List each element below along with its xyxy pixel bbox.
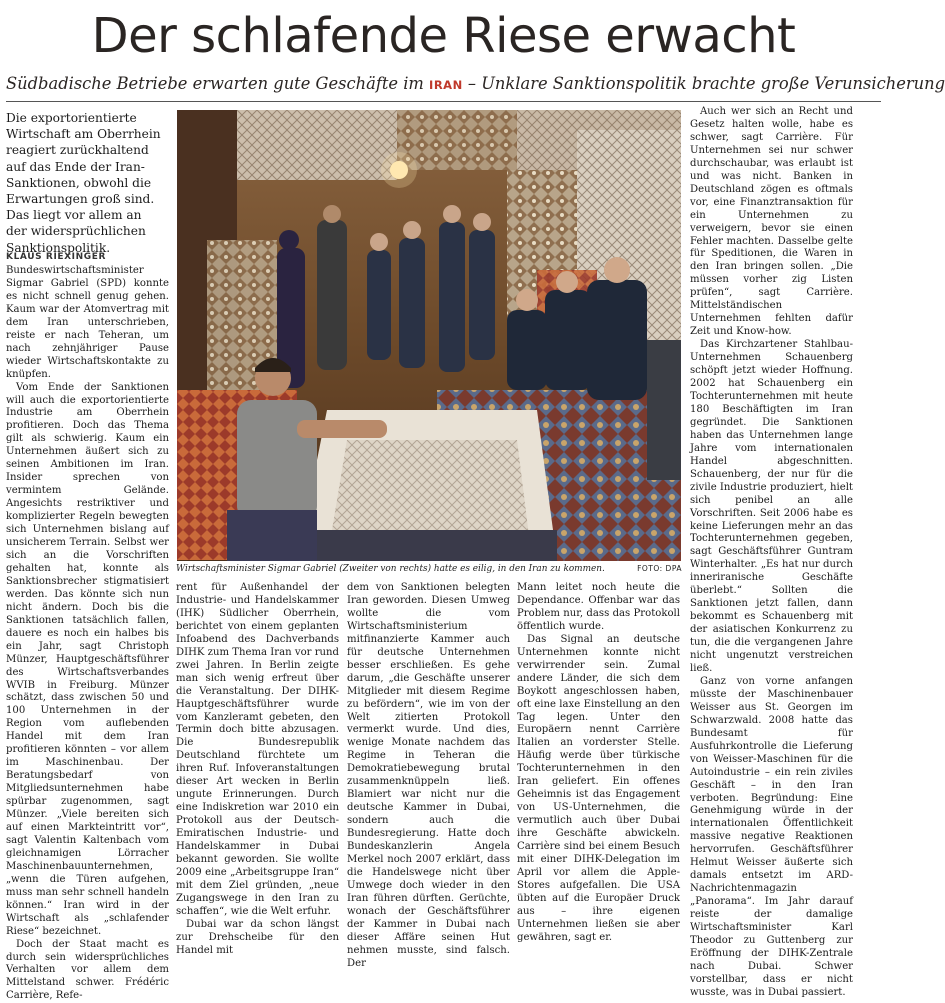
photo-gabriel-in-carpet-shop bbox=[177, 110, 681, 561]
paragraph: Auch wer sich an Recht und Gesetz halten wolle, habe es schwer, sagt Carrière. Für Unternehmen sei nur schwer durchschaubar, was erlaubt ist und was nicht. Banken in Deutschland zögen es oftmals vor, eine Finanztransaktion für ein Unternehmen zu verweigern, bevor sie einen Fehler machten. Dasselbe gelte für Speditionen, die Waren in den Iran bringen sollen. „Die müssen vorher zig Listen prüfen“, sagt Carrière. Mittelständischen Unternehmen fehlten dafür Zeit und Know-how. bbox=[690, 106, 853, 338]
paragraph: Mann leitet noch heute die Dependance. Offenbar war das Problem nur, dass das Protokoll öffentlich wurde. bbox=[517, 582, 680, 632]
paragraph: Das Signal an deutsche Unternehmen konnte nicht verwirrender sein. Zumal andere Länder, die sich dem Boykott angeschlossen haben, oft eine laxe Einstellung an den Tag legen. Unter den Europäern nennt Carrière Italien an vorderster Stelle. Häufig werde über türkische Tochterunternehmen in den Iran geliefert. Ein offenes Geheimnis ist das Engagement von US-Unternehmen, die vermutlich auch über Dubai ihre Geschäfte abwickeln. Carrière sind bei einem Besuch mit einer DIHK-Delegation im April vor allem die Apple-Stores aufgefallen. Die USA übten auf die Europäer Druck aus – ihre eigenen Unternehmen ließen sie aber gewähren, sagt er. bbox=[517, 633, 680, 943]
paragraph: rent für Außenhandel der Industrie- und Handelskammer (IHK) Südlicher Oberrhein, berichtet von einem geplanten Infoabend des Dachverbands DIHK zum Thema Iran vor rund zwei Jahren. In Berlin zeigte man sich wenig erfreut über die Veranstaltung. Der DIHK-Hauptgeschäftsführer wurde vom Kanzleramt gebeten, den Termin doch bitte abzusagen. Die Bundesrepublik Deutschland fürchtete um ihren Ruf. Infoveranstaltungen dieser Art wecken in Berlin ungute Erinnerungen. Durch eine Indiskretion war 2010 ein Protokoll aus der Deutsch-Emiratischen Industrie- und Handelskammer in Dubai bekannt geworden. Sie wollte 2009 eine „Arbeitsgruppe Iran“ mit dem Ziel gründen, „neue Zugangswege in den Iran zu schaffen“, wie die Welt erfuhr. bbox=[176, 582, 339, 917]
column-1 bbox=[6, 265, 169, 1003]
header-rule bbox=[6, 101, 881, 102]
subhead-text-after: – Unklare Sanktionspolitik brachte große Verunsicherung bbox=[462, 74, 945, 93]
subhead-keyword: IRAN bbox=[429, 78, 463, 92]
column-2 bbox=[176, 582, 339, 958]
subhead-text-before: Südbadische Betriebe erwarten gute Geschäfte im bbox=[6, 74, 430, 93]
paragraph: Vom Ende der Sanktionen will auch die exportorientierte Industrie am Oberrhein profitieren. Doch das Thema gilt als schwierig. Kaum ein Unternehmen äußert sich zu seinen Ambitionen im Iran. Insider sprechen von vermintem Gelände. Angesichts restriktiver und komplizierter Regeln bewegten sich Unternehmen bislang auf unsicherem Terrain. Selbst wer sich an die Vorschriften gehalten hat, konnte als Sanktionsbrecher stigmatisiert werden. Das könnte sich nun nicht ändern. Doch bis die Sanktionen tatsächlich fallen, dauere es noch ein halbes bis ein Jahr, sagt Christoph Münzer, Hauptgeschäftsführer des Wirtschaftsverbandes WVIB in Freiburg. Münzer schätzt, dass zwischen 50 und 100 Unternehmen in der Region vom auflebenden Handel mit dem Iran profitieren könnten – vor allem im Maschinenbau. Der Beratungsbedarf von Mitgliedsunternehmen habe spürbar zugenommen, sagt Münzer. „Viele bereiten sich auf einen Markteintritt vor“, sagt Valentin Kaltenbach vom gleichnamigen Lörracher Maschinenbauunternehmen, „wenn die Türen aufgehen, muss man sehr schnell handeln können.“ Iran wird in der Wirtschaft als „schlafender Riese“ bezeichnet. bbox=[6, 381, 169, 937]
photo-credit: FOTO: DPA bbox=[637, 564, 682, 573]
headline: Der schlafende Riese erwacht bbox=[91, 8, 796, 64]
column-3 bbox=[347, 582, 510, 971]
subheadline bbox=[6, 72, 945, 96]
photo-caption bbox=[176, 563, 682, 575]
column-5 bbox=[690, 106, 853, 1000]
caption-text: Wirtschaftsminister Sigmar Gabriel (Zweiter von rechts) hatte es eilig, in den Iran zu kommen. bbox=[176, 564, 605, 574]
teaser: Die exportorientierte Wirtschaft am Oberrhein reagiert zurückhaltend auf das Ende der Iran-Sanktionen, obwohl die Erwartungen groß sind. Das liegt vor allem an der widersprüchlichen Sanktionspolitik. bbox=[6, 111, 161, 255]
paragraph: Dubai war da schon längst zur Drehscheibe für den Handel mit bbox=[176, 918, 339, 956]
paragraph: dem von Sanktionen belegten Iran geworden. Diesen Umweg wollte die vom Wirtschaftsministerium mitfinanzierte Kammer auch für deutsche Unternehmen besser erschließen. Es gehe darum, „die Geschäfte unserer Mitglieder mit diesem Regime zu befördern“, wie im von der Welt zitierten Protokoll vermerkt wurde. Und dies, wenige Monate nachdem das Regime in Teheran die Demokratiebewegung brutal zusammenknüppeln ließ. Blamiert war nicht nur die deutsche Kammer in Dubai, sondern auch die Bundesregierung. Hatte doch Bundeskanzlerin Angela Merkel noch 2007 erklärt, dass die Handelswege nicht über Umwege doch wieder in den Iran führen dürften. Gerüchte, wonach der Geschäftsführer der Kammer in Dubai nach dieser Affäre seinen Hut nehmen musste, sind falsch. Der bbox=[347, 582, 510, 969]
paragraph: Das Kirchzartener Stahlbau-Unternehmen Schauenberg schöpft jetzt wieder Hoffnung. 2002 hat Schauenberg ein Tochterunternehmen mit heute 180 Beschäftigten im Iran gegründet. Die Sanktionen haben das Unternehmen lange Jahre vom internationalen Handel abgeschnitten. Schauenberg, der nur für die zivile Industrie produziert, hielt sich penibel an alle Vorschriften. Seit 2006 habe es keine Lieferungen mehr an das Tochterunternehmen gegeben, sagt Geschäftsführer Guntram Winterhalter. „Es hat nur durch inneriranische Geschäfte überlebt.“ Sollten die Sanktionen jetzt fallen, dann bekommt es Schauenberg mit der asiatischen Konkurrenz zu tun, die die vergangenen Jahre nicht ungenutzt verstreichen ließ. bbox=[690, 339, 853, 674]
byline: KLAUS RIEXINGER bbox=[6, 252, 107, 262]
paragraph: Bundeswirtschaftsminister Sigmar Gabriel (SPD) konnte es nicht schnell genug gehen. Kaum war der Atomvertrag mit dem Iran unterschrieben, reiste er nach Teheran, um nach zehnjähriger Pause wieder Wirtschaftskontakte zu knüpfen. bbox=[6, 265, 169, 380]
column-4 bbox=[517, 582, 680, 945]
paragraph: Doch der Staat macht es durch sein widersprüchliches Verhalten vor allem dem Mittelstand schwer. Frédéric Carrière, Refe- bbox=[6, 938, 169, 1002]
paragraph: Ganz von vorne anfangen müsste der Maschinenbauer Weisser aus St. Georgen im Schwarzwald. 2008 hatte das Bundesamt für Ausfuhrkontrolle die Lieferung von Weisser-Maschinen für die Autoindustrie – ein rein ziviles Geschäft – in den Iran verboten. Begründung: Eine Genehmigung würde in der internationalen Öffentlichkeit massive negative Reaktionen hervorrufen. Geschäftsführer Helmut Weisser äußerte sich damals entsetzt im ARD-Nachrichtenmagazin „Panorama“. Im Jahr darauf reiste der damalige Wirtschaftsminister Karl Theodor zu Guttenberg zur Eröffnung der DIHK-Zentrale nach Dubai. Schwer vorstellbar, dass er nicht wusste, was in Dubai passiert. bbox=[690, 675, 853, 998]
article-photo bbox=[177, 110, 681, 561]
